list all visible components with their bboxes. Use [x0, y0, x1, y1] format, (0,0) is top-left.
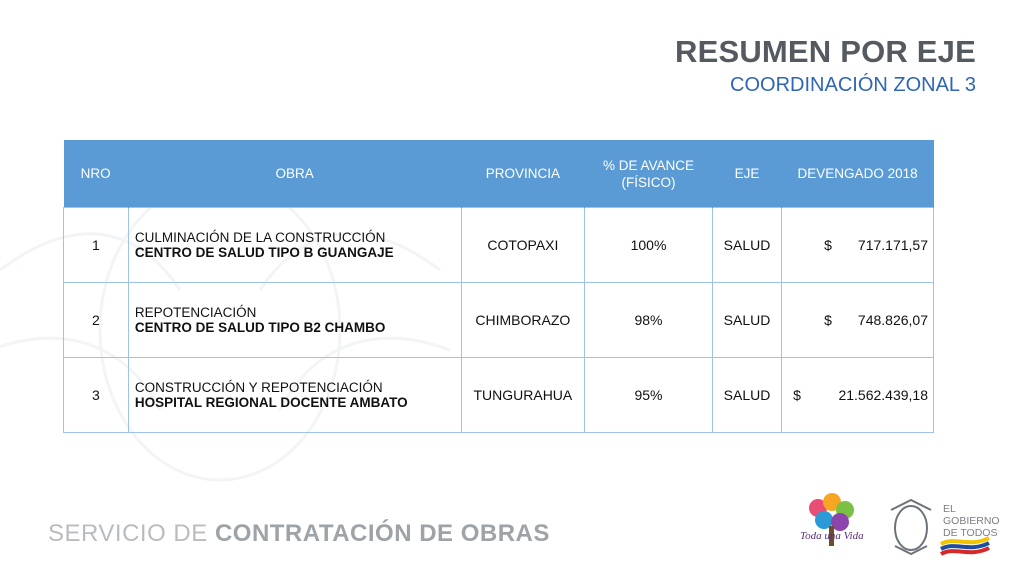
cell-nro: 1 [64, 208, 129, 283]
cell-avance: 95% [585, 358, 713, 433]
table-row [64, 358, 934, 433]
obra-name: CENTRO DE SALUD TIPO B GUANGAJE [134, 245, 394, 260]
column-header-obra: OBRA [128, 140, 461, 208]
cell-devengado [782, 358, 934, 433]
gob-text-line2: GOBIERNO [943, 515, 1000, 527]
cell-obra [128, 283, 461, 358]
column-header-eje: EJE [712, 140, 781, 208]
cell-devengado [782, 283, 934, 358]
footer-institution-name [48, 520, 550, 548]
currency-symbol: $ [824, 312, 832, 328]
toda-una-vida-text: Toda una Vida [800, 530, 864, 542]
gob-text-line1: EL [943, 503, 956, 515]
cell-eje: SALUD [712, 283, 781, 358]
footer-text-light: SERVICIO DE [48, 520, 215, 547]
cell-provincia: TUNGURAHUA [461, 358, 585, 433]
obra-name: CENTRO DE SALUD TIPO B2 CHAMBO [134, 320, 386, 335]
cell-obra [128, 358, 461, 433]
cell-provincia: CHIMBORAZO [461, 283, 585, 358]
cell-avance: 100% [585, 208, 713, 283]
table-row [64, 283, 934, 358]
cell-obra [128, 208, 461, 283]
footer-text-bold: CONTRATACIÓN DE OBRAS [214, 520, 550, 547]
obra-name: HOSPITAL REGIONAL DOCENTE AMBATO [134, 395, 408, 410]
column-header-devengado: DEVENGADO 2018 [782, 140, 934, 208]
obra-description: CULMINACIÓN DE LA CONSTRUCCIÓN [134, 230, 386, 245]
cell-devengado [782, 208, 934, 283]
currency-symbol: $ [793, 387, 801, 403]
column-header-nro: NRO [64, 140, 129, 208]
obra-description: CONSTRUCCIÓN Y REPOTENCIACIÓN [134, 380, 383, 395]
cell-provincia: COTOPAXI [461, 208, 585, 283]
page-subtitle: COORDINACIÓN ZONAL 3 [730, 74, 976, 96]
table-row [64, 208, 934, 283]
cell-eje: SALUD [712, 358, 781, 433]
currency-symbol: $ [824, 237, 832, 253]
toda-una-vida-logo [798, 490, 864, 560]
el-gobierno-de-todos-text [943, 503, 1000, 539]
amount-value: 21.562.439,18 [838, 387, 928, 403]
cell-eje: SALUD [712, 208, 781, 283]
column-header-provincia: PROVINCIA [461, 140, 585, 208]
cell-nro: 2 [64, 283, 129, 358]
gob-text-line3: DE TODOS [943, 527, 998, 539]
column-header-avance: % DE AVANCE (FÍSICO) [585, 140, 713, 208]
amount-value: 717.171,57 [857, 237, 928, 253]
table-header-row [64, 140, 934, 208]
cell-nro: 3 [64, 358, 129, 433]
page-title: RESUMEN POR EJE [674, 34, 976, 69]
obra-description: REPOTENCIACIÓN [134, 305, 257, 320]
summary-table [63, 140, 934, 433]
amount-value: 748.826,07 [857, 312, 928, 328]
cell-avance: 98% [585, 283, 713, 358]
